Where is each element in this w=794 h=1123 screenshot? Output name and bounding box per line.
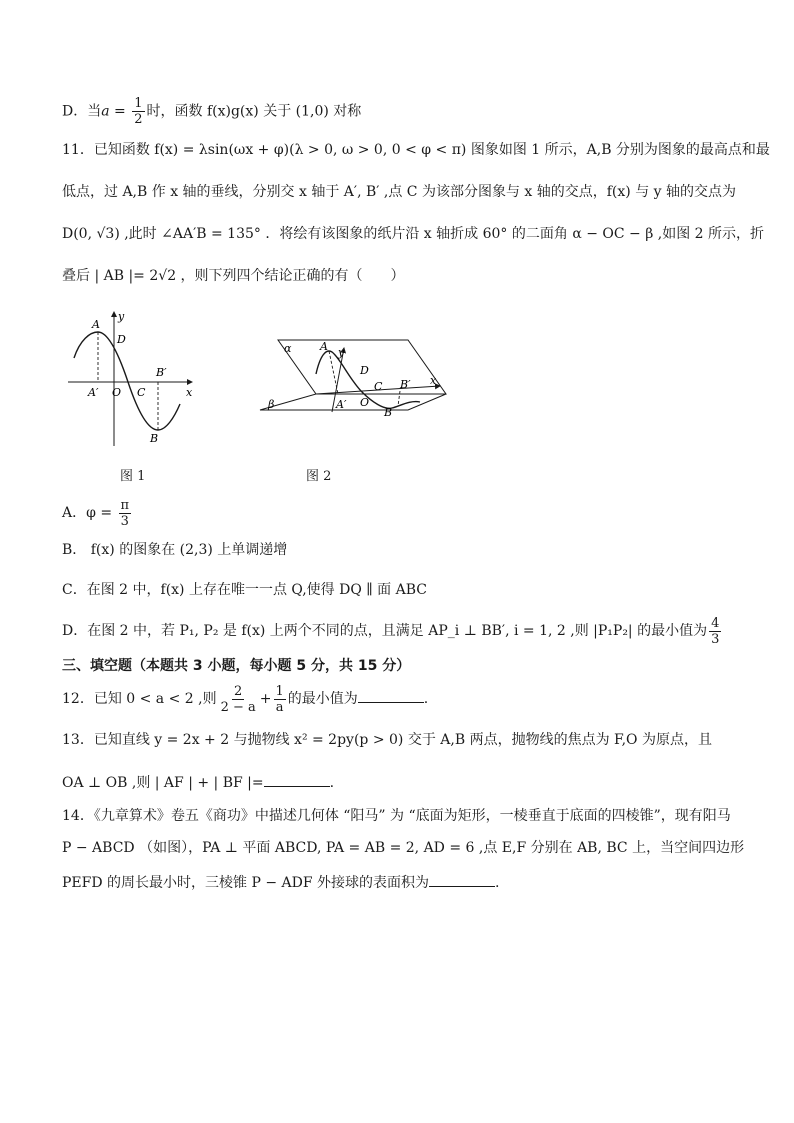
q14-end: . <box>495 875 500 891</box>
fig2-label-y: y <box>338 346 345 359</box>
fraction-numerator: 2 <box>234 683 243 699</box>
q11-line-4: 叠后 | AB |= 2√2 ，则下列四个结论正确的有（ ） <box>62 268 405 284</box>
q12-answer-blank[interactable] <box>358 688 424 703</box>
fraction-numerator: 4 <box>711 615 720 631</box>
fig1-label-D: D <box>117 333 126 346</box>
q10-option-d <box>62 96 361 127</box>
q10-option-d-eq: = <box>109 103 131 120</box>
fig1-label-x: x <box>186 386 193 399</box>
fig2-label-B-prime: B′ <box>400 378 411 391</box>
fraction-numerator: π <box>120 497 130 513</box>
fig2-label-beta: β <box>268 398 275 411</box>
q14-line-1: 14．《九章算术》卷五《商功》中描述几何体 “阳马” 为 “底面为矩形，一棱垂直于底面的四棱锥”，现有阳马 <box>62 808 731 824</box>
q11-line-2: 低点，过 A,B 作 x 轴的垂线，分别交 x 轴于 A′, B′ ,点 C 为该部分图象与 x 轴的交点，f(x) 与 y 轴的交点为 <box>62 184 737 200</box>
fig2-label-A-prime: A′ <box>336 398 347 411</box>
fig1-label-A: A <box>92 318 100 331</box>
q13-answer-blank[interactable] <box>264 772 330 787</box>
fig2-label-D: D <box>360 364 369 377</box>
fig2-label-B: B <box>384 406 393 416</box>
fig1-label-O: O <box>112 386 122 399</box>
q11-option-a-pre: A．φ = <box>62 505 117 521</box>
fraction-denominator: 3 <box>711 631 720 647</box>
q14-line-3 <box>62 872 499 893</box>
figure-2-folded-graph <box>250 334 460 416</box>
q12-end: . <box>423 691 429 707</box>
q12-plus: + <box>259 691 272 707</box>
q12-pre: 12．已知 0 < a < 2 ,则 <box>62 691 217 707</box>
fig1-label-A-prime: A′ <box>88 386 99 399</box>
fig1-label-C: C <box>137 386 146 399</box>
fig2-label-alpha: α <box>284 342 292 355</box>
q10-option-d-pre: D．当 <box>62 103 102 120</box>
section-3-heading: 三、填空题（本题共 3 小题，每小题 5 分，共 15 分） <box>62 658 411 674</box>
q11-line-1: 11．已知函数 f(x) = λsin(ωx + φ)(λ > 0, ω > 0, 0 < φ < π) 图象如图 1 所示，A,B 分别为图象的最高点和最 <box>62 142 770 158</box>
fig2-label-A: A <box>320 340 328 353</box>
q12 <box>62 680 428 718</box>
fig2-label-O: O <box>360 396 370 409</box>
fraction-denominator: 2 − a <box>220 699 256 715</box>
q13-line-1: 13．已知直线 y = 2x + 2 与抛物线 x² = 2py(p > 0) 交于 A,B 两点，抛物线的焦点为 F,O 为原点，且 <box>62 732 712 748</box>
q11-option-d-fraction <box>709 616 721 647</box>
fig1-label-B: B <box>150 432 159 445</box>
figure-1-caption: 图 1 <box>120 469 146 484</box>
fig1-label-B-prime: B′ <box>156 366 167 379</box>
q14-answer-blank[interactable] <box>429 872 495 887</box>
q13-line-2-text: OA ⊥ OB ,则 | AF | + | BF |= <box>62 775 264 791</box>
q12-post: 的最小值为 <box>287 691 358 707</box>
q10-option-d-post: 时，函数 f(x)g(x) 关于 (1,0) 对称 <box>146 103 362 120</box>
q11-option-a-fraction <box>119 498 132 529</box>
q13-line-2 <box>62 772 334 793</box>
q11-option-c: C．在图 2 中，f(x) 上存在唯一一点 Q,使得 DQ ∥ 面 ABC <box>62 582 427 598</box>
fig2-label-x: x <box>430 374 437 387</box>
q12-fraction-1 <box>219 684 258 715</box>
q11-option-d <box>62 614 723 648</box>
figure-1-sine-graph <box>62 306 202 451</box>
fig2-label-C: C <box>374 380 383 393</box>
q11-option-a <box>62 496 133 530</box>
q12-fraction-2 <box>274 684 286 715</box>
q11-option-d-text: D．在图 2 中，若 P₁, P₂ 是 f(x) 上两个不同的点，且满足 AP_i ⊥ BB′, i = 1, 2 ,则 |P₁P₂| 的最小值为 <box>62 623 708 639</box>
fraction-denominator: 2 <box>134 112 143 127</box>
q14-line-3-text: PEFD 的周长最小时，三棱锥 P − ADF 外接球的表面积为 <box>62 875 430 891</box>
q10-option-d-fraction <box>132 96 144 127</box>
figure-2-caption: 图 2 <box>306 469 332 484</box>
q14-line-2: P − ABCD （如图），PA ⊥ 平面 ABCD, PA = AB = 2, AD = 6 ,点 E,F 分别在 AB, BC 上，当空间四边形 <box>62 840 745 856</box>
fraction-numerator: 1 <box>134 96 143 111</box>
q11-option-b: B． f(x) 的图象在 (2,3) 上单调递增 <box>62 542 288 558</box>
q10-option-d-var: a <box>101 103 110 120</box>
q11-line-3: D(0, √3) ,此时 ∠AA′B = 135° ．将绘有该图象的纸片沿 x 轴折成 60° 的二面角 α − OC − β ,如图 2 所示，折 <box>62 226 765 242</box>
fraction-denominator: a <box>275 699 284 715</box>
fraction-denominator: 3 <box>120 513 129 529</box>
fraction-numerator: 1 <box>275 683 284 699</box>
q13-end: . <box>329 775 335 791</box>
fig1-label-y: y <box>118 310 125 323</box>
